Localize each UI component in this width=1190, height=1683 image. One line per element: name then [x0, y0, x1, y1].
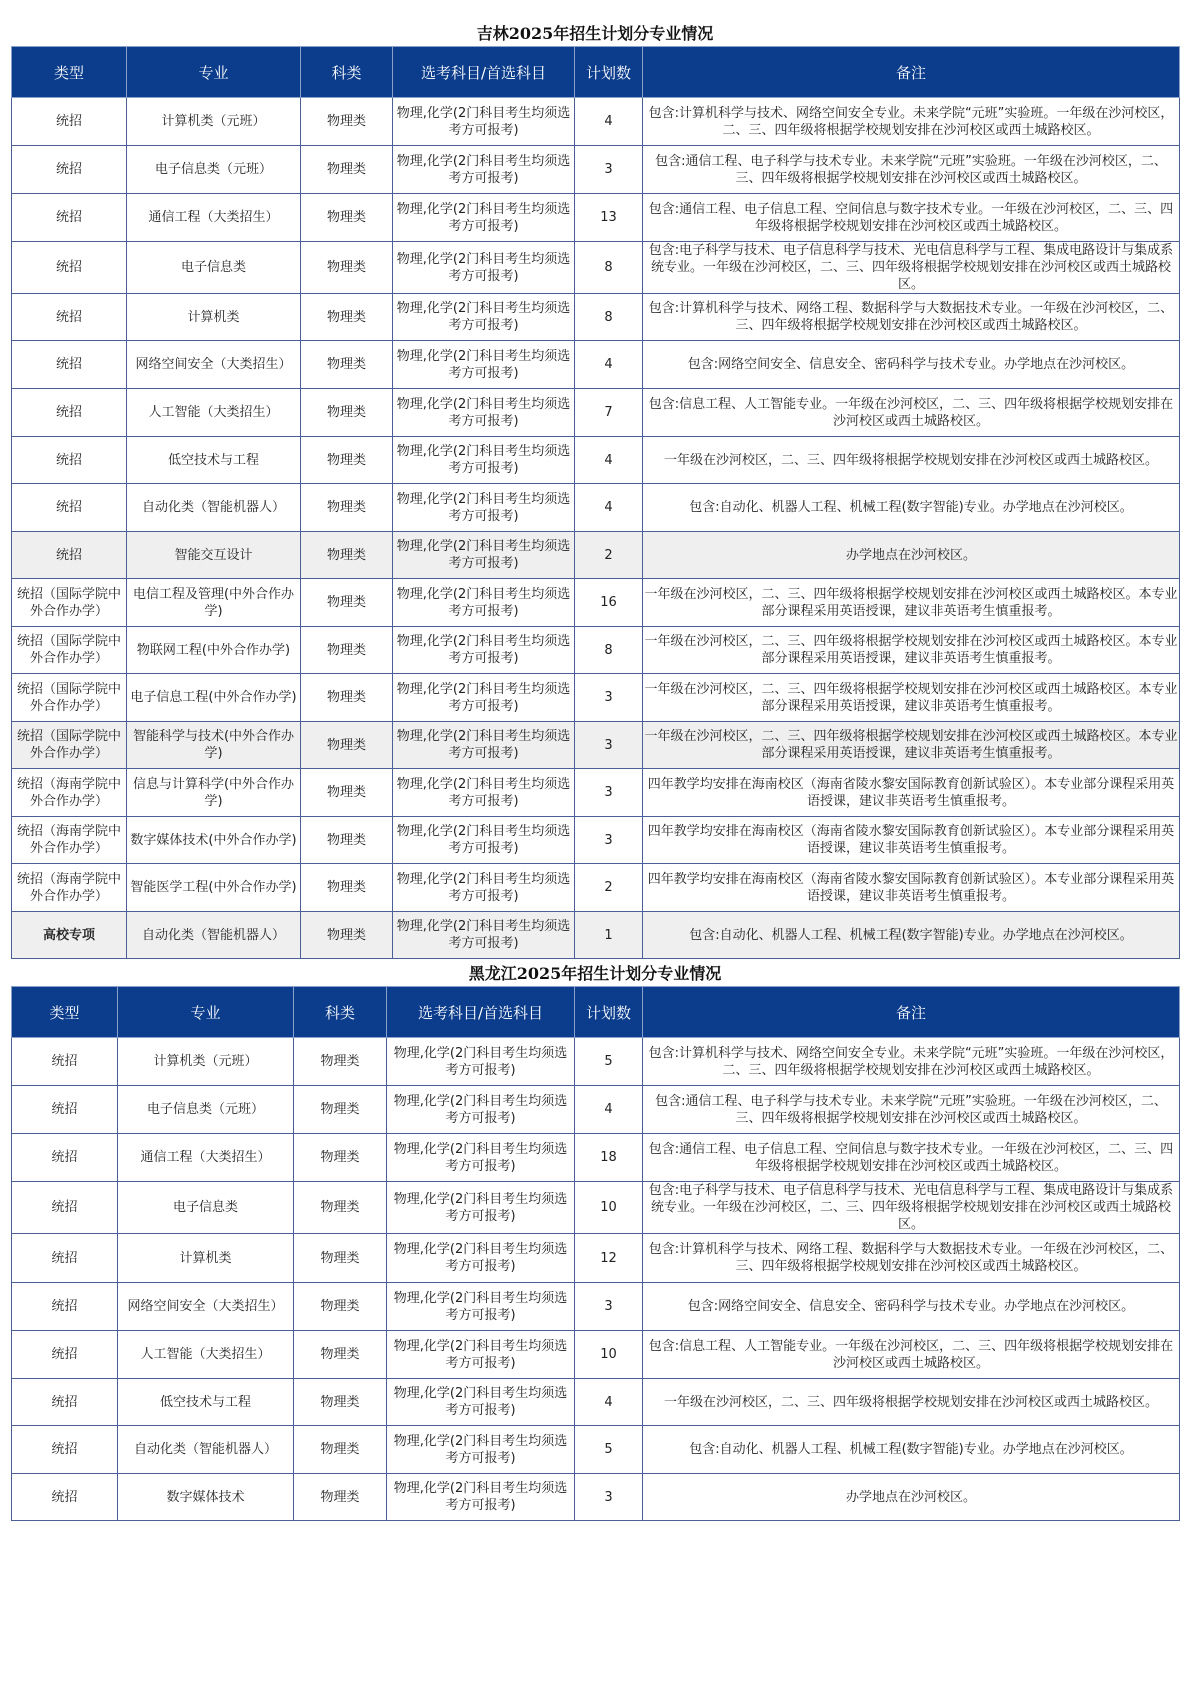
row-major: 电子信息类 — [127, 242, 301, 294]
row-subjects: 物理,化学(2门科目考生均须选考方可报考) — [387, 1038, 575, 1086]
row-plan: 3 — [575, 674, 643, 722]
row-type: 统招 — [12, 1038, 118, 1086]
row-major: 通信工程（大类招生） — [127, 194, 301, 242]
row-plan: 8 — [575, 294, 643, 341]
row-note: 包含:自动化、机器人工程、机械工程(数字智能)专业。办学地点在沙河校区。 — [643, 484, 1180, 532]
header-subjects: 选考科目/首选科目 — [387, 987, 575, 1038]
row-note: 一年级在沙河校区，二、三、四年级将根据学校规划安排在沙河校区或西土城路校区。本专业部分课程采用英语授课，建议非英语考生慎重报考。 — [643, 674, 1180, 722]
row-major: 计算机类（元班） — [127, 98, 301, 146]
row-subjects: 物理,化学(2门科目考生均须选考方可报考) — [393, 242, 575, 294]
row-major: 网络空间安全（大类招生） — [127, 341, 301, 389]
row-plan: 16 — [575, 579, 643, 627]
row-major: 人工智能（大类招生） — [127, 389, 301, 437]
table-row — [12, 1086, 1180, 1134]
row-note: 四年教学均安排在海南校区（海南省陵水黎安国际教育创新试验区）。本专业部分课程采用英语授课，建议非英语考生慎重报考。 — [643, 864, 1180, 912]
row-plan: 13 — [575, 194, 643, 242]
row-type: 统招 — [12, 98, 127, 146]
row-plan: 4 — [575, 1086, 643, 1134]
row-subjects: 物理,化学(2门科目考生均须选考方可报考) — [387, 1283, 575, 1331]
table-row — [12, 912, 1180, 959]
admission-plan-table — [11, 46, 1180, 959]
row-subjects: 物理,化学(2门科目考生均须选考方可报考) — [393, 627, 575, 674]
row-note: 办学地点在沙河校区。 — [643, 532, 1180, 579]
table-row — [12, 484, 1180, 532]
row-type: 统招 — [12, 389, 127, 437]
table-row — [12, 532, 1180, 579]
row-category: 物理类 — [301, 912, 393, 959]
table-row — [12, 437, 1180, 484]
row-major: 自动化类（智能机器人） — [127, 912, 301, 959]
row-plan: 5 — [575, 1038, 643, 1086]
table-row — [12, 864, 1180, 912]
row-subjects: 物理,化学(2门科目考生均须选考方可报考) — [393, 769, 575, 817]
table-row — [12, 817, 1180, 864]
row-note: 包含:电子科学与技术、电子信息科学与技术、光电信息科学与工程、集成电路设计与集成系统专业。一年级在沙河校区，二、三、四年级将根据学校规划安排在沙河校区或西土城路校区。 — [643, 1182, 1180, 1234]
table-row — [12, 722, 1180, 769]
table-row — [12, 627, 1180, 674]
row-note: 包含:通信工程、电子信息工程、空间信息与数字技术专业。一年级在沙河校区，二、三、四年级将根据学校规划安排在沙河校区或西土城路校区。 — [643, 194, 1180, 242]
row-type: 统招 — [12, 437, 127, 484]
admission-section-jilin — [11, 22, 1179, 959]
table-row — [12, 1474, 1180, 1521]
row-major: 电子信息工程(中外合作办学) — [127, 674, 301, 722]
row-major: 智能科学与技术(中外合作办学) — [127, 722, 301, 769]
row-category: 物理类 — [301, 532, 393, 579]
row-subjects: 物理,化学(2门科目考生均须选考方可报考) — [387, 1331, 575, 1379]
row-note: 办学地点在沙河校区。 — [643, 1474, 1180, 1521]
row-major: 信息与计算科学(中外合作办学) — [127, 769, 301, 817]
table-row — [12, 1038, 1180, 1086]
row-plan: 5 — [575, 1426, 643, 1474]
row-plan: 4 — [575, 341, 643, 389]
table-row — [12, 1426, 1180, 1474]
row-plan: 4 — [575, 1379, 643, 1426]
row-note: 包含:通信工程、电子信息工程、空间信息与数字技术专业。一年级在沙河校区，二、三、四年级将根据学校规划安排在沙河校区或西土城路校区。 — [643, 1134, 1180, 1182]
row-note: 包含:计算机科学与技术、网络空间安全专业。未来学院“元班”实验班。一年级在沙河校区，二、三、四年级将根据学校规划安排在沙河校区或西土城路校区。 — [643, 1038, 1180, 1086]
row-type: 统招（国际学院中外合作办学） — [12, 579, 127, 627]
row-major: 智能医学工程(中外合作办学) — [127, 864, 301, 912]
row-category: 物理类 — [301, 242, 393, 294]
row-note: 包含:计算机科学与技术、网络工程、数据科学与大数据技术专业。一年级在沙河校区，二、三、四年级将根据学校规划安排在沙河校区或西土城路校区。 — [643, 1234, 1180, 1283]
row-plan: 3 — [575, 817, 643, 864]
row-major: 自动化类（智能机器人） — [118, 1426, 294, 1474]
row-category: 物理类 — [301, 674, 393, 722]
row-category: 物理类 — [301, 194, 393, 242]
row-type: 统招 — [12, 1283, 118, 1331]
row-category: 物理类 — [294, 1182, 387, 1234]
row-category: 物理类 — [301, 341, 393, 389]
row-major: 网络空间安全（大类招生） — [118, 1283, 294, 1331]
table-row — [12, 769, 1180, 817]
row-note: 包含:信息工程、人工智能专业。一年级在沙河校区，二、三、四年级将根据学校规划安排在沙河校区或西土城路校区。 — [643, 1331, 1180, 1379]
row-category: 物理类 — [301, 294, 393, 341]
row-subjects: 物理,化学(2门科目考生均须选考方可报考) — [393, 864, 575, 912]
row-category: 物理类 — [294, 1038, 387, 1086]
row-major: 人工智能（大类招生） — [118, 1331, 294, 1379]
row-category: 物理类 — [301, 389, 393, 437]
row-plan: 4 — [575, 98, 643, 146]
table-row — [12, 1134, 1180, 1182]
admission-section-heilongjiang — [11, 962, 1179, 1521]
row-major: 电子信息类（元班） — [127, 146, 301, 194]
row-type: 统招 — [12, 532, 127, 579]
row-subjects: 物理,化学(2门科目考生均须选考方可报考) — [387, 1086, 575, 1134]
section-title: 黑龙江2025年招生计划分专业情况 — [468, 964, 722, 983]
header-category: 科类 — [294, 987, 387, 1038]
table-row — [12, 389, 1180, 437]
row-subjects: 物理,化学(2门科目考生均须选考方可报考) — [393, 912, 575, 959]
table-row — [12, 1331, 1180, 1379]
row-type: 统招 — [12, 1379, 118, 1426]
row-type: 统招 — [12, 146, 127, 194]
row-plan: 2 — [575, 532, 643, 579]
row-type: 统招（海南学院中外合作办学） — [12, 817, 127, 864]
row-major: 自动化类（智能机器人） — [127, 484, 301, 532]
row-subjects: 物理,化学(2门科目考生均须选考方可报考) — [387, 1426, 575, 1474]
row-plan: 8 — [575, 242, 643, 294]
row-note: 包含:网络空间安全、信息安全、密码科学与技术专业。办学地点在沙河校区。 — [643, 341, 1180, 389]
row-type: 统招 — [12, 1134, 118, 1182]
row-note: 一年级在沙河校区，二、三、四年级将根据学校规划安排在沙河校区或西土城路校区。 — [643, 1379, 1180, 1426]
row-note: 包含:计算机科学与技术、网络工程、数据科学与大数据技术专业。一年级在沙河校区，二、三、四年级将根据学校规划安排在沙河校区或西土城路校区。 — [643, 294, 1180, 341]
row-plan: 7 — [575, 389, 643, 437]
row-major: 计算机类 — [118, 1234, 294, 1283]
header-type: 类型 — [12, 987, 118, 1038]
row-plan: 10 — [575, 1182, 643, 1234]
row-type: 统招 — [12, 194, 127, 242]
row-subjects: 物理,化学(2门科目考生均须选考方可报考) — [387, 1182, 575, 1234]
row-note: 包含:通信工程、电子科学与技术专业。未来学院“元班”实验班。一年级在沙河校区，二、三、四年级将根据学校规划安排在沙河校区或西土城路校区。 — [643, 146, 1180, 194]
admission-plan-table — [11, 986, 1180, 1521]
row-major: 电信工程及管理(中外合作办学) — [127, 579, 301, 627]
row-major: 数字媒体技术 — [118, 1474, 294, 1521]
row-category: 物理类 — [301, 864, 393, 912]
table-row — [12, 194, 1180, 242]
row-type: 统招 — [12, 484, 127, 532]
row-subjects: 物理,化学(2门科目考生均须选考方可报考) — [393, 146, 575, 194]
row-type: 统招 — [12, 1426, 118, 1474]
row-type: 统招（国际学院中外合作办学） — [12, 722, 127, 769]
row-type: 统招（国际学院中外合作办学） — [12, 674, 127, 722]
table-row — [12, 1283, 1180, 1331]
row-major: 低空技术与工程 — [118, 1379, 294, 1426]
row-major: 通信工程（大类招生） — [118, 1134, 294, 1182]
row-category: 物理类 — [294, 1086, 387, 1134]
row-category: 物理类 — [301, 769, 393, 817]
row-category: 物理类 — [294, 1426, 387, 1474]
table-row — [12, 242, 1180, 294]
header-major: 专业 — [127, 47, 301, 98]
row-type: 统招 — [12, 1234, 118, 1283]
row-plan: 4 — [575, 484, 643, 532]
row-type: 统招 — [12, 1474, 118, 1521]
table-row — [12, 674, 1180, 722]
row-note: 一年级在沙河校区，二、三、四年级将根据学校规划安排在沙河校区或西土城路校区。本专业部分课程采用英语授课，建议非英语考生慎重报考。 — [643, 579, 1180, 627]
row-major: 物联网工程(中外合作办学) — [127, 627, 301, 674]
row-subjects: 物理,化学(2门科目考生均须选考方可报考) — [387, 1379, 575, 1426]
row-plan: 3 — [575, 722, 643, 769]
row-subjects: 物理,化学(2门科目考生均须选考方可报考) — [393, 532, 575, 579]
row-subjects: 物理,化学(2门科目考生均须选考方可报考) — [393, 98, 575, 146]
table-row — [12, 1182, 1180, 1234]
row-type: 统招（海南学院中外合作办学） — [12, 769, 127, 817]
row-category: 物理类 — [294, 1283, 387, 1331]
row-type: 统招（国际学院中外合作办学） — [12, 627, 127, 674]
row-major: 数字媒体技术(中外合作办学) — [127, 817, 301, 864]
row-category: 物理类 — [294, 1234, 387, 1283]
row-subjects: 物理,化学(2门科目考生均须选考方可报考) — [393, 437, 575, 484]
row-category: 物理类 — [294, 1379, 387, 1426]
table-body — [12, 98, 1180, 959]
row-plan: 3 — [575, 146, 643, 194]
row-category: 物理类 — [301, 484, 393, 532]
row-note: 一年级在沙河校区，二、三、四年级将根据学校规划安排在沙河校区或西土城路校区。本专业部分课程采用英语授课，建议非英语考生慎重报考。 — [643, 722, 1180, 769]
table-row — [12, 579, 1180, 627]
header-major: 专业 — [118, 987, 294, 1038]
row-category: 物理类 — [301, 817, 393, 864]
header-category: 科类 — [301, 47, 393, 98]
row-plan: 2 — [575, 864, 643, 912]
row-type: 统招 — [12, 1331, 118, 1379]
row-type: 统招 — [12, 1086, 118, 1134]
section-title: 吉林2025年招生计划分专业情况 — [476, 24, 714, 43]
row-major: 电子信息类（元班） — [118, 1086, 294, 1134]
row-subjects: 物理,化学(2门科目考生均须选考方可报考) — [393, 341, 575, 389]
row-plan: 10 — [575, 1331, 643, 1379]
row-subjects: 物理,化学(2门科目考生均须选考方可报考) — [393, 294, 575, 341]
row-note: 四年教学均安排在海南校区（海南省陵水黎安国际教育创新试验区）。本专业部分课程采用英语授课，建议非英语考生慎重报考。 — [643, 817, 1180, 864]
row-note: 包含:信息工程、人工智能专业。一年级在沙河校区，二、三、四年级将根据学校规划安排在沙河校区或西土城路校区。 — [643, 389, 1180, 437]
row-type: 统招（海南学院中外合作办学） — [12, 864, 127, 912]
row-subjects: 物理,化学(2门科目考生均须选考方可报考) — [393, 389, 575, 437]
row-subjects: 物理,化学(2门科目考生均须选考方可报考) — [393, 194, 575, 242]
row-plan: 1 — [575, 912, 643, 959]
row-plan: 12 — [575, 1234, 643, 1283]
row-plan: 18 — [575, 1134, 643, 1182]
row-note: 四年教学均安排在海南校区（海南省陵水黎安国际教育创新试验区）。本专业部分课程采用英语授课，建议非英语考生慎重报考。 — [643, 769, 1180, 817]
table-header-row — [12, 987, 1180, 1038]
row-type: 统招 — [12, 341, 127, 389]
row-major: 低空技术与工程 — [127, 437, 301, 484]
table-row — [12, 1234, 1180, 1283]
row-major: 计算机类 — [127, 294, 301, 341]
table-row — [12, 98, 1180, 146]
header-plan: 计划数 — [575, 987, 643, 1038]
table-body — [12, 1038, 1180, 1521]
row-category: 物理类 — [301, 146, 393, 194]
row-category: 物理类 — [294, 1134, 387, 1182]
row-subjects: 物理,化学(2门科目考生均须选考方可报考) — [387, 1234, 575, 1283]
header-plan: 计划数 — [575, 47, 643, 98]
row-category: 物理类 — [301, 98, 393, 146]
row-major: 智能交互设计 — [127, 532, 301, 579]
row-plan: 8 — [575, 627, 643, 674]
row-plan: 4 — [575, 437, 643, 484]
header-note: 备注 — [643, 987, 1180, 1038]
row-note: 包含:计算机科学与技术、网络空间安全专业。未来学院“元班”实验班。一年级在沙河校区，二、三、四年级将根据学校规划安排在沙河校区或西土城路校区。 — [643, 98, 1180, 146]
row-note: 包含:自动化、机器人工程、机械工程(数字智能)专业。办学地点在沙河校区。 — [643, 912, 1180, 959]
table-row — [12, 146, 1180, 194]
table-header-row — [12, 47, 1180, 98]
row-type: 高校专项 — [12, 912, 127, 959]
row-type: 统招 — [12, 294, 127, 341]
row-subjects: 物理,化学(2门科目考生均须选考方可报考) — [393, 674, 575, 722]
table-row — [12, 1379, 1180, 1426]
row-subjects: 物理,化学(2门科目考生均须选考方可报考) — [387, 1134, 575, 1182]
row-note: 一年级在沙河校区，二、三、四年级将根据学校规划安排在沙河校区或西土城路校区。本专业部分课程采用英语授课，建议非英语考生慎重报考。 — [643, 627, 1180, 674]
row-note: 包含:网络空间安全、信息安全、密码科学与技术专业。办学地点在沙河校区。 — [643, 1283, 1180, 1331]
row-category: 物理类 — [301, 579, 393, 627]
row-plan: 3 — [575, 1283, 643, 1331]
row-category: 物理类 — [301, 627, 393, 674]
row-type: 统招 — [12, 1182, 118, 1234]
row-category: 物理类 — [301, 437, 393, 484]
table-row — [12, 341, 1180, 389]
row-category: 物理类 — [294, 1474, 387, 1521]
header-type: 类型 — [12, 47, 127, 98]
row-plan: 3 — [575, 1474, 643, 1521]
header-subjects: 选考科目/首选科目 — [393, 47, 575, 98]
row-note: 包含:自动化、机器人工程、机械工程(数字智能)专业。办学地点在沙河校区。 — [643, 1426, 1180, 1474]
row-subjects: 物理,化学(2门科目考生均须选考方可报考) — [393, 722, 575, 769]
row-subjects: 物理,化学(2门科目考生均须选考方可报考) — [393, 579, 575, 627]
row-category: 物理类 — [301, 722, 393, 769]
row-major: 电子信息类 — [118, 1182, 294, 1234]
row-note: 包含:通信工程、电子科学与技术专业。未来学院“元班”实验班。一年级在沙河校区，二、三、四年级将根据学校规划安排在沙河校区或西土城路校区。 — [643, 1086, 1180, 1134]
row-subjects: 物理,化学(2门科目考生均须选考方可报考) — [393, 484, 575, 532]
row-plan: 3 — [575, 769, 643, 817]
row-category: 物理类 — [294, 1331, 387, 1379]
row-subjects: 物理,化学(2门科目考生均须选考方可报考) — [387, 1474, 575, 1521]
row-subjects: 物理,化学(2门科目考生均须选考方可报考) — [393, 817, 575, 864]
row-note: 包含:电子科学与技术、电子信息科学与技术、光电信息科学与工程、集成电路设计与集成系统专业。一年级在沙河校区，二、三、四年级将根据学校规划安排在沙河校区或西土城路校区。 — [643, 242, 1180, 294]
table-row — [12, 294, 1180, 341]
row-note: 一年级在沙河校区，二、三、四年级将根据学校规划安排在沙河校区或西土城路校区。 — [643, 437, 1180, 484]
header-note: 备注 — [643, 47, 1180, 98]
row-type: 统招 — [12, 242, 127, 294]
row-major: 计算机类（元班） — [118, 1038, 294, 1086]
